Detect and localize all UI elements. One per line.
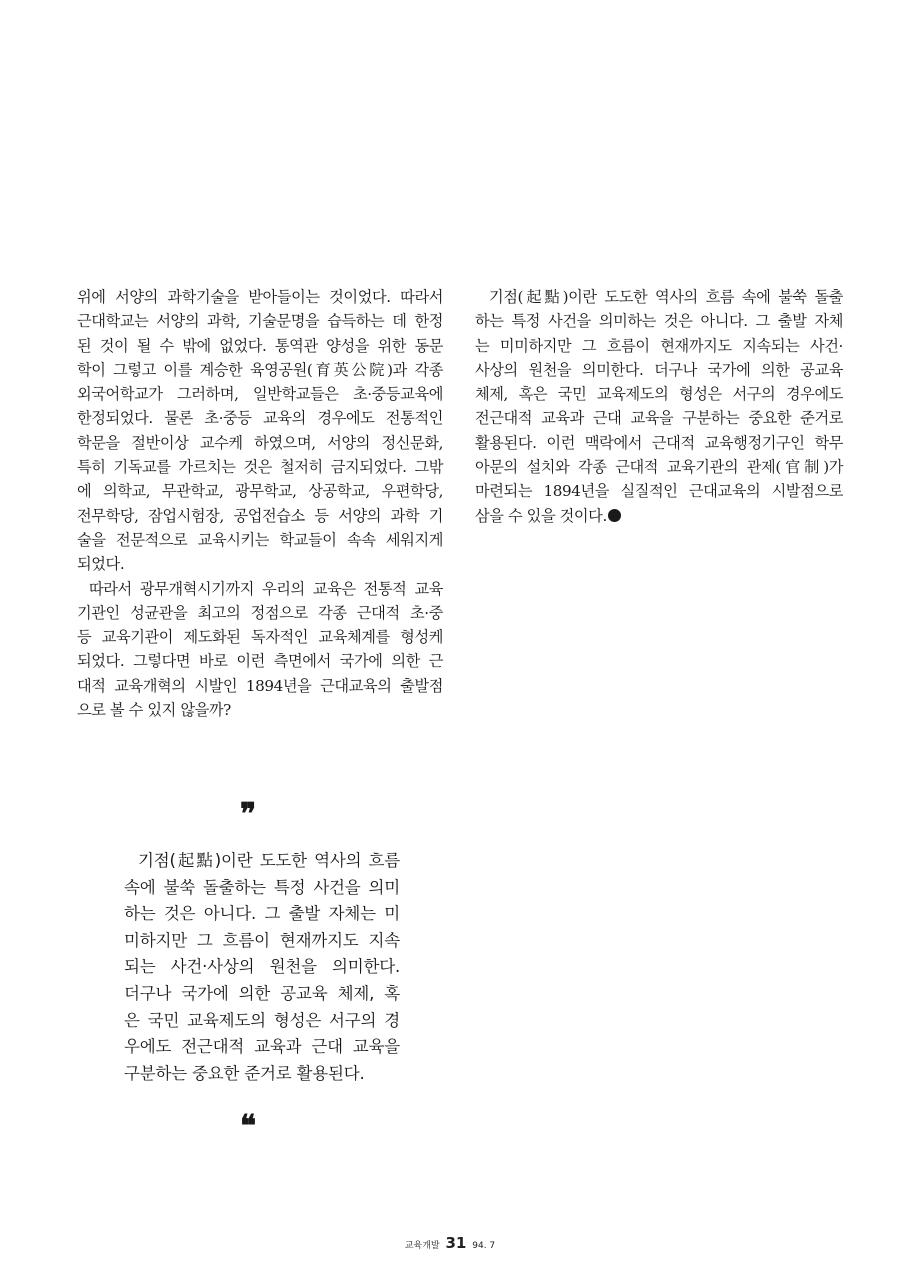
pull-quote-line: 은 국민 교육제도의 형성은 서구의 경 xyxy=(124,1010,400,1030)
text-line: 따라서 광무개혁시기까지 우리의 교육은 전통적 교육 xyxy=(89,579,443,598)
text-line: 활용된다. 이런 맥락에서 근대적 교육행정기구인 학무 xyxy=(475,433,843,452)
text-line: 는 미미하지만 그 흐름이 현재까지도 지속되는 사건· xyxy=(475,336,843,355)
text-line: 아문의 설치와 각종 근대적 교육기관의 관제(官制)가 xyxy=(475,458,843,477)
pull-quote xyxy=(124,848,400,1087)
text-line: 체제, 혹은 국민 교육제도의 형성은 서구의 경우에도 xyxy=(475,385,843,404)
pull-quote-line: 되는 사건·사상의 원천을 의미한다. xyxy=(124,957,400,977)
text-line: 특히 기독교를 가르치는 것은 철저히 금지되었다. 그밖 xyxy=(77,458,443,477)
issue-date: 94. 7 xyxy=(472,1241,496,1251)
text-line: 에 의학교, 무관학교, 광무학교, 상공학교, 우편학당, xyxy=(77,482,443,501)
closing-quote-mark-icon: ❞ xyxy=(240,797,255,832)
text-line: 되었다. 그렇다면 바로 이런 측면에서 국가에 의한 근 xyxy=(77,652,443,671)
text-line: 한정되었다. 물론 초·중등 교육의 경우에도 전통적인 xyxy=(77,409,443,428)
text-line: 대적 교육개혁의 시발인 1894년을 근대교육의 출발점 xyxy=(77,676,443,695)
text-line xyxy=(475,504,843,528)
text-line: 위에 서양의 과학기술을 받아들이는 것이었다. 따라서 xyxy=(77,288,443,306)
left-paragraph-1 xyxy=(77,285,443,577)
text-line: 기관인 성균관을 최고의 정점으로 각종 근대적 초·중 xyxy=(77,603,443,622)
text-line: 으로 볼 수 있지 않을까? xyxy=(77,701,231,720)
left-column xyxy=(77,285,443,722)
right-paragraph xyxy=(475,285,843,528)
end-mark-icon xyxy=(608,509,621,522)
pull-quote-line: 속에 불쑥 돌출하는 특정 사건을 의미 xyxy=(124,877,400,897)
magazine-name: 교육개발 xyxy=(404,1241,440,1251)
opening-quote-mark-icon: ❝ xyxy=(240,1109,255,1144)
pull-quote-line: 기점(起點)이란 도도한 역사의 흐름 xyxy=(138,851,400,870)
pull-quote-line: 우에도 전근대적 교육과 근대 교육을 xyxy=(124,1037,400,1057)
text-line: 근대학교는 서양의 과학, 기술문명을 습득하는 데 한정 xyxy=(77,312,443,331)
page-number: 31 xyxy=(445,1234,467,1252)
text-line: 학문을 절반이상 교수케 하였으며, 서양의 정신문화, xyxy=(77,433,443,452)
text-line: 사상의 원천을 의미한다. 더구나 국가에 의한 공교육 xyxy=(475,360,843,379)
right-column xyxy=(475,285,843,528)
text-line: 기점(起點)이란 도도한 역사의 흐름 속에 불쑥 돌출 xyxy=(489,288,843,306)
text-line: 하는 특정 사건을 의미하는 것은 아니다. 그 출발 자체 xyxy=(475,312,843,331)
text-line: 된 것이 될 수 밖에 없었다. 통역관 양성을 위한 동문 xyxy=(77,336,443,355)
page-footer xyxy=(0,1234,900,1252)
text-line: 되었다. xyxy=(77,555,125,574)
text-line: 등 교육기관이 제도화된 독자적인 교육체계를 형성케 xyxy=(77,628,443,647)
text-line: 전근대적 교육과 근대 교육을 구분하는 중요한 준거로 xyxy=(475,409,843,428)
left-paragraph-2-cont xyxy=(77,601,443,722)
pull-quote-line: 구분하는 중요한 준거로 활용된다. xyxy=(124,1063,365,1083)
pull-quote-line: 하는 것은 아니다. 그 출발 자체는 미 xyxy=(124,904,400,924)
text-line: 전무학당, 잠업시험장, 공업전습소 등 서양의 과학 기 xyxy=(77,506,443,525)
left-paragraph-2 xyxy=(77,577,443,601)
pull-quote-line: 더구나 국가에 의한 공교육 체제, 혹 xyxy=(124,983,400,1003)
final-text: 삼을 수 있을 것이다. xyxy=(475,506,607,525)
pull-quote-line: 미하지만 그 흐름이 현재까지도 지속 xyxy=(124,930,400,950)
text-line: 학이 그렇고 이를 계승한 육영공원(育英公院)과 각종 xyxy=(77,360,443,379)
text-line: 마련되는 1894년을 실질적인 근대교육의 시발점으로 xyxy=(475,482,843,501)
text-line: 술을 전문적으로 교육시키는 학교들이 속속 세워지게 xyxy=(77,530,443,549)
text-line: 외국어학교가 그러하며, 일반학교들은 초·중등교육에 xyxy=(77,385,443,404)
